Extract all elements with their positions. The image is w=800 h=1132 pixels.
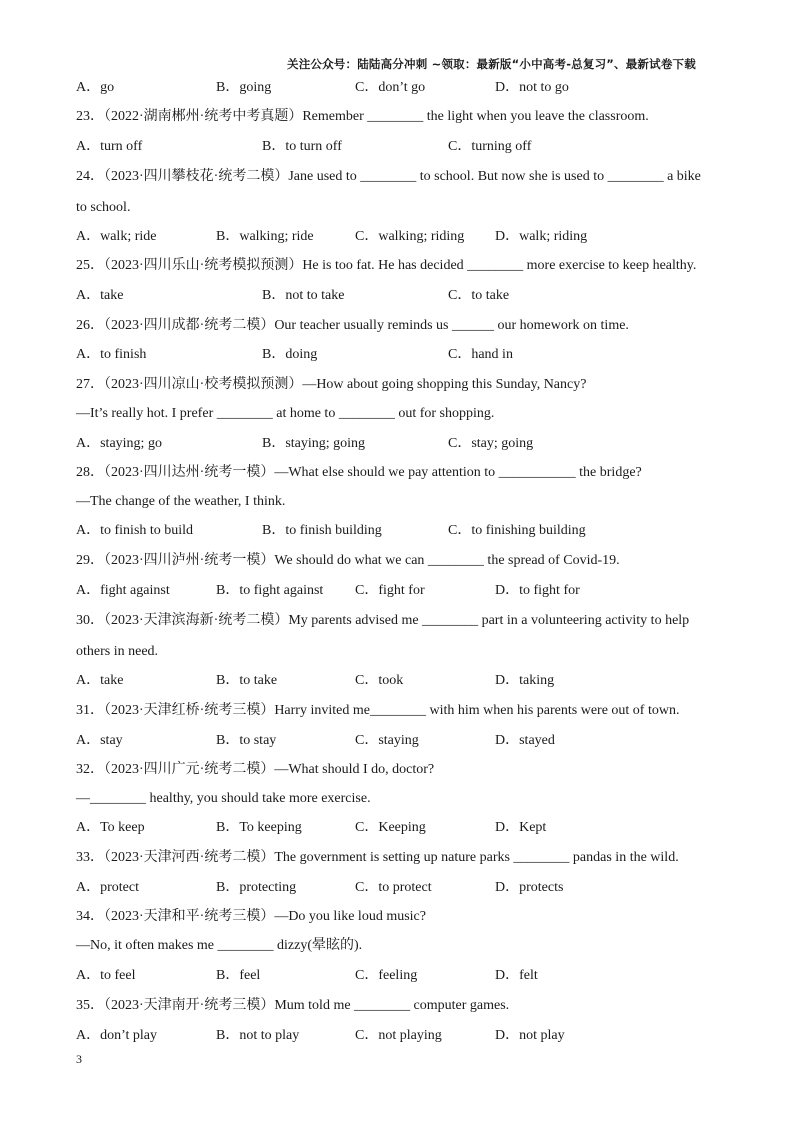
option: B．protecting	[216, 880, 297, 895]
option: B．going	[216, 80, 272, 95]
question-24: 24．（2023·四川攀枝花·统考二模）Jane used to ________ to school. But now she is used to ________ a bike	[76, 169, 701, 184]
question-25: 25．（2023·四川乐山·统考模拟预测）He is too fat. He has decided ________ more exercise to keep healthy.	[76, 258, 697, 273]
option: A．to finish	[76, 347, 147, 362]
option: A．fight against	[76, 583, 170, 598]
option: A．take	[76, 673, 124, 688]
option: A．to finish to build	[76, 523, 194, 538]
option: B．to stay	[216, 733, 277, 748]
page-header: 关注公众号：陆陆高分冲刺 ~领取：最新版“小中高考-总复习”、最新试卷下载	[287, 57, 696, 71]
option: A．staying; go	[76, 436, 162, 451]
option: D．stayed	[495, 733, 555, 748]
question-24-cont: to school.	[76, 200, 131, 215]
option: C．walking; riding	[355, 229, 465, 244]
question-33: 33．（2023·天津河西·统考二模）The government is setting up nature parks ________ pandas in the wild.	[76, 850, 679, 865]
option: C．don’t go	[355, 80, 426, 95]
option: C．to protect	[355, 880, 432, 895]
option: C．to finishing building	[448, 523, 586, 538]
question-30-cont: others in need.	[76, 644, 159, 659]
question-34: 34．（2023·天津和平·统考三模）—Do you like loud music?	[76, 909, 426, 924]
question-28: 28．（2023·四川达州·统考一模）—What else should we pay attention to ___________ the bridge?	[76, 465, 642, 480]
option: D．not to go	[495, 80, 569, 95]
option: C．fight for	[355, 583, 425, 598]
option: C．stay; going	[448, 436, 534, 451]
option: A．protect	[76, 880, 139, 895]
question-26: 26．（2023·四川成都·统考二模）Our teacher usually reminds us ______ our homework on time.	[76, 318, 629, 333]
option: D．Kept	[495, 820, 547, 835]
option: A．don’t play	[76, 1028, 158, 1043]
option: D．to fight for	[495, 583, 580, 598]
option: C．took	[355, 673, 404, 688]
option: B．not to play	[216, 1028, 300, 1043]
question-27-cont: —It’s really hot. I prefer ________ at home to ________ out for shopping.	[76, 406, 495, 421]
option: B．walking; ride	[216, 229, 314, 244]
option: B．To keeping	[216, 820, 302, 835]
option: A．to feel	[76, 968, 136, 983]
option: B．to finish building	[262, 523, 382, 538]
option: A．go	[76, 80, 115, 95]
question-28-cont: —The change of the weather, I think.	[76, 494, 286, 509]
option: A．take	[76, 288, 124, 303]
question-32-cont: —________ healthy, you should take more exercise.	[76, 791, 371, 806]
question-35: 35．（2023·天津南开·统考三模）Mum told me ________ computer games.	[76, 998, 510, 1013]
option: A．stay	[76, 733, 123, 748]
option: D．felt	[495, 968, 538, 983]
option: C．Keeping	[355, 820, 426, 835]
page-number: 3	[76, 1052, 82, 1066]
question-27: 27．（2023·四川凉山·校考模拟预测）—How about going shopping this Sunday, Nancy?	[76, 377, 587, 392]
option: B．not to take	[262, 288, 345, 303]
option: A．walk; ride	[76, 229, 157, 244]
option: C．staying	[355, 733, 419, 748]
option: C．turning off	[448, 139, 532, 154]
question-30: 30．（2023·天津滨海新·统考二模）My parents advised me ________ part in a volunteering activity to help	[76, 613, 690, 628]
question-29: 29．（2023·四川泸州·统考一模）We should do what we can ________ the spread of Covid-19.	[76, 553, 620, 568]
option: D．protects	[495, 880, 564, 895]
option: C．to take	[448, 288, 510, 303]
option: C．hand in	[448, 347, 513, 362]
option: D．taking	[495, 673, 555, 688]
option: B．to turn off	[262, 139, 342, 154]
question-34-cont: —No, it often makes me ________ dizzy(晕眩的).	[76, 938, 363, 953]
option: B．feel	[216, 968, 261, 983]
option: C．feeling	[355, 968, 418, 983]
option: B．doing	[262, 347, 318, 362]
option: A．turn off	[76, 139, 143, 154]
option: B．staying; going	[262, 436, 366, 451]
option: D．not play	[495, 1028, 565, 1043]
option: B．to take	[216, 673, 278, 688]
option: A．To keep	[76, 820, 145, 835]
option: D．walk; riding	[495, 229, 588, 244]
question-31: 31．（2023·天津红桥·统考三模）Harry invited me________ with him when his parents were out of town.	[76, 703, 680, 718]
option: B．to fight against	[216, 583, 324, 598]
question-32: 32．（2023·四川广元·统考二模）—What should I do, doctor?	[76, 762, 435, 777]
question-23: 23．（2022·湖南郴州·统考中考真题）Remember ________ the light when you leave the classroom.	[76, 109, 649, 124]
option: C．not playing	[355, 1028, 442, 1043]
